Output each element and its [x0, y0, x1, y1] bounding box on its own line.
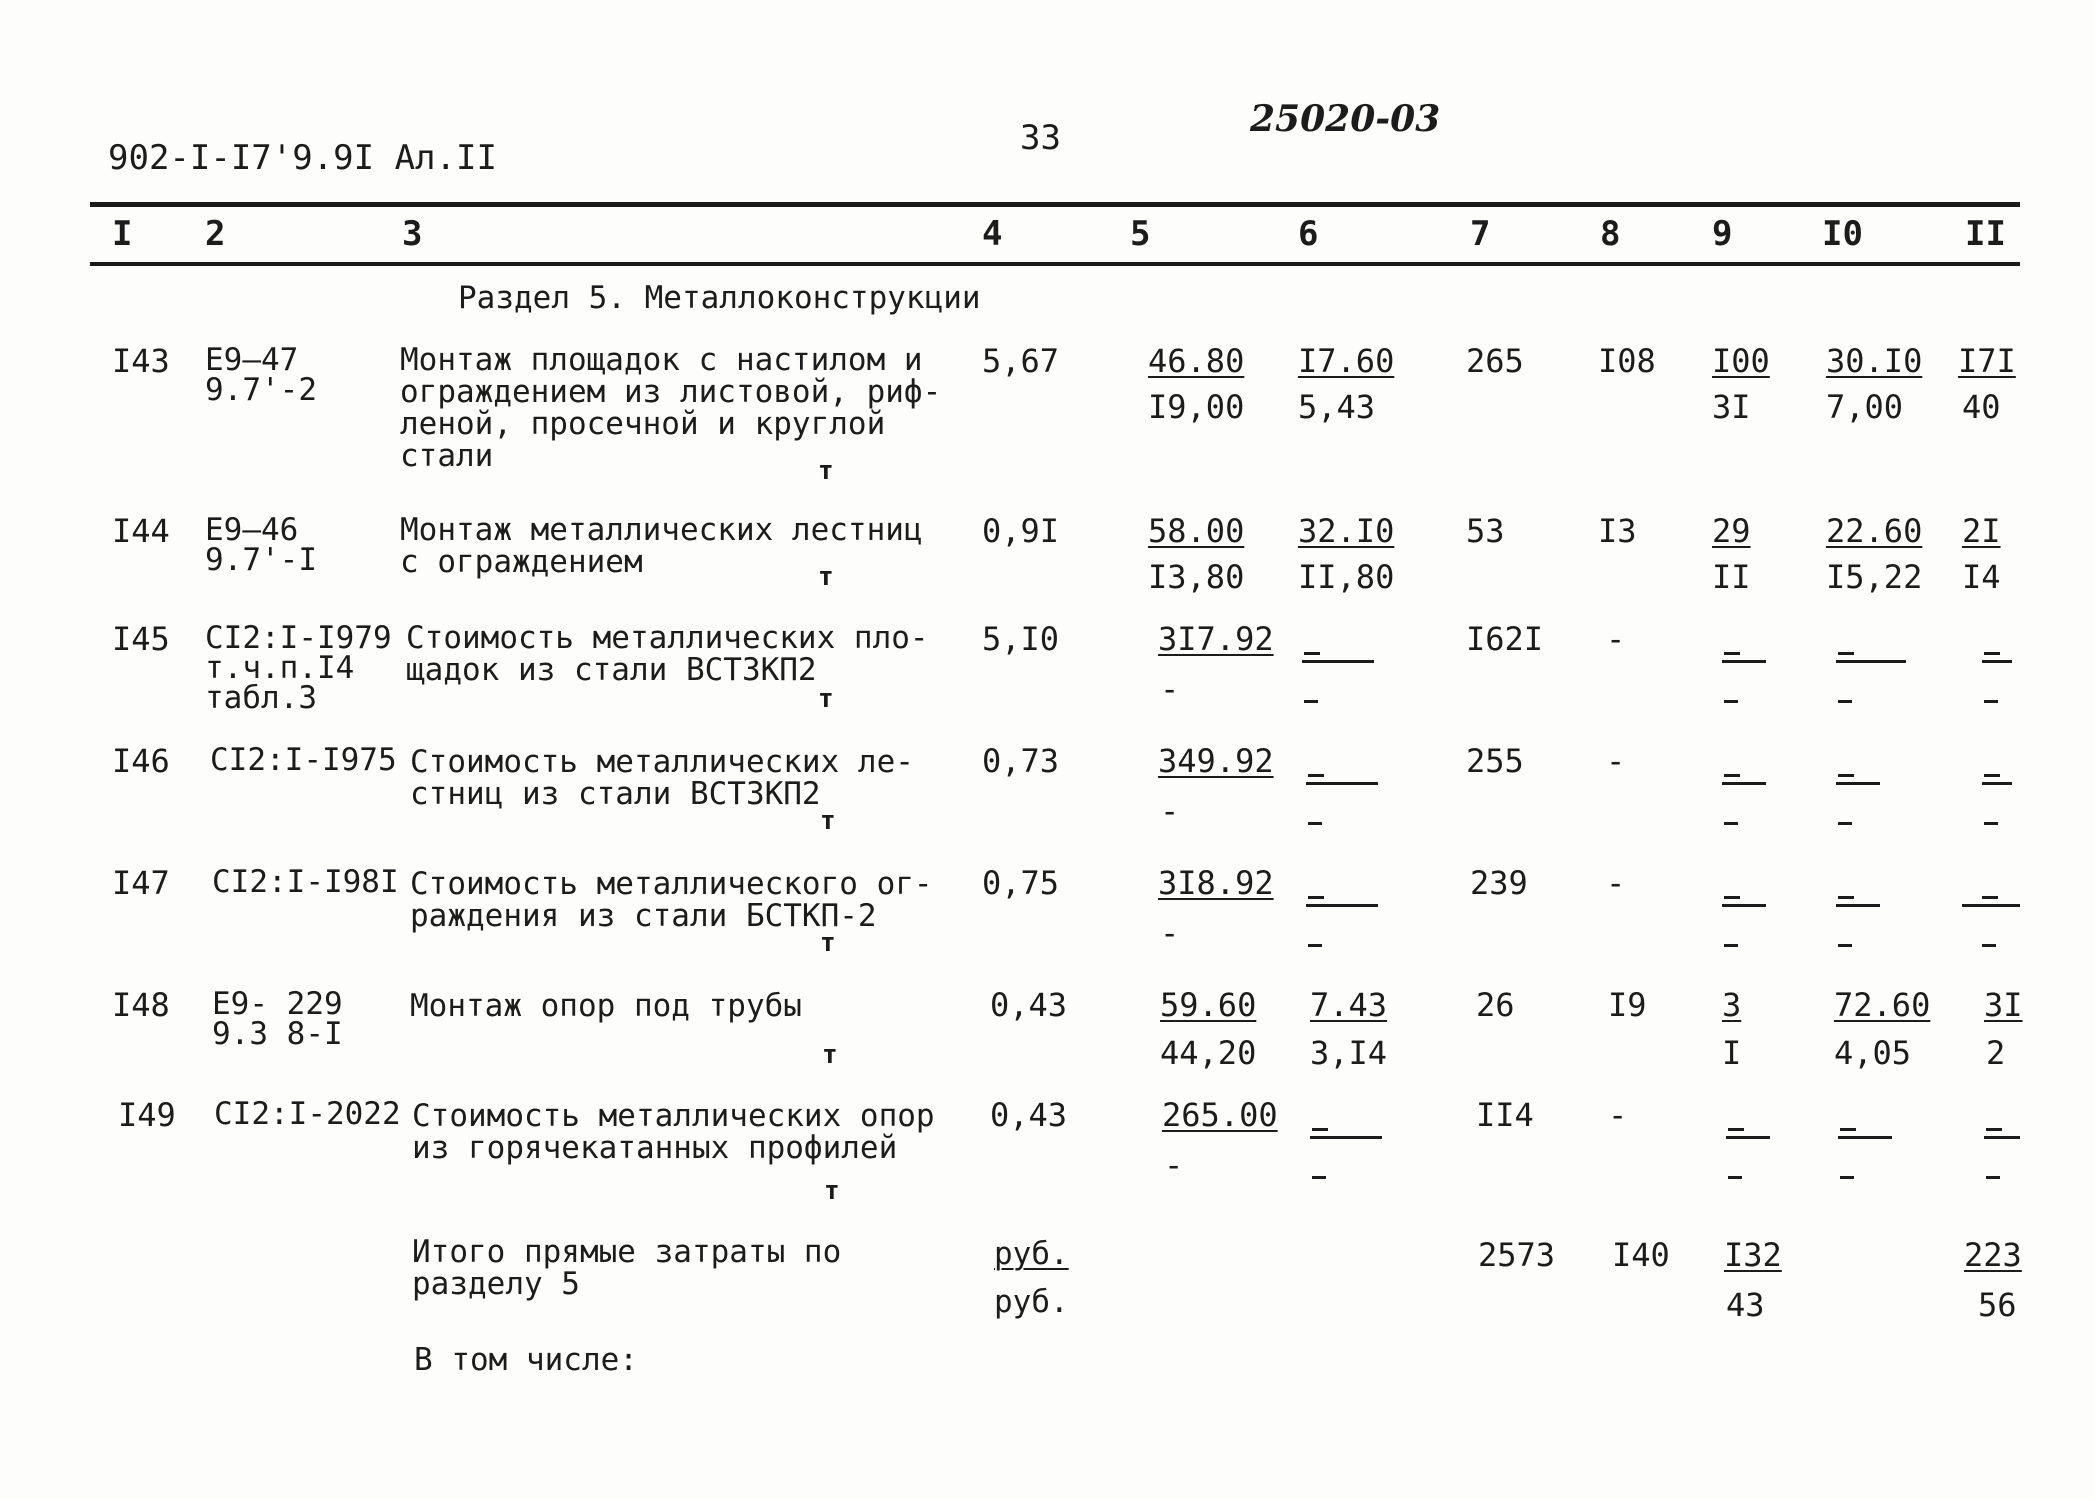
machine-cost-wage: II,80 [1298, 558, 1395, 596]
work-description: Стоимость металлических пло- [406, 620, 929, 656]
quantity: 0,75 [982, 864, 1060, 902]
unit-cost-wage: 44,20 [1160, 1034, 1257, 1072]
document-code: 902-I-I7'9.9I Ал.II [108, 138, 497, 178]
machine-cost: I7.60 [1298, 342, 1395, 380]
total-unit: руб. [994, 1284, 1069, 1320]
table-header-rule [90, 262, 2020, 266]
row-number: I43 [112, 342, 170, 380]
norm-code: СI2:I-I979 [205, 620, 392, 656]
work-description: Стоимость металлического ог- [410, 866, 933, 902]
norm-code: Е9- 229 [212, 986, 343, 1022]
unit-cost: 265.00 [1162, 1096, 1278, 1134]
column-number: 3 [402, 214, 423, 254]
wage-total: I9 [1608, 986, 1647, 1024]
row-number: I44 [112, 512, 170, 550]
work-description: Монтаж металлических лестниц [400, 512, 923, 548]
work-description: щадок из стали ВСТ3КП2 [406, 652, 817, 688]
total-cost: 26 [1476, 986, 1515, 1024]
machine-total-wage: II [1712, 558, 1751, 596]
norm-code: 9.7'-2 [205, 372, 317, 408]
unit-cost: 46.80 [1148, 342, 1245, 380]
section-title: Раздел 5. Металлоконструкции [458, 280, 981, 316]
quantity: 0,9I [982, 512, 1060, 550]
work-description: ограждением из листовой, риф- [400, 374, 942, 410]
machine-total-wage: 43 [1726, 1286, 1765, 1324]
labor-unit-machine: 4,05 [1834, 1034, 1912, 1072]
column-number: I [112, 214, 133, 254]
quantity: 0,73 [982, 742, 1060, 780]
unit-cost-wage: I3,80 [1148, 558, 1245, 596]
column-number: 5 [1130, 214, 1151, 254]
wage-total: - [1608, 1096, 1628, 1134]
total-cost: 255 [1466, 742, 1524, 780]
handwritten-number: 25020-03 [1250, 98, 1441, 140]
labor-total-machine: I4 [1962, 558, 2001, 596]
norm-code: Е9—46 [205, 512, 299, 548]
unit-cost-wage: - [1160, 914, 1180, 952]
total-cost: 53 [1466, 512, 1505, 550]
total-cost: 2573 [1478, 1236, 1556, 1274]
unit-label: т [818, 562, 834, 592]
labor-unit: 30.I0 [1826, 342, 1923, 380]
machine-total: I00 [1712, 342, 1770, 380]
wage-total: I3 [1598, 512, 1637, 550]
row-number: I45 [112, 620, 170, 658]
labor-total: I7I [1958, 342, 2016, 380]
machine-cost-wage: 3,I4 [1310, 1034, 1388, 1072]
work-description: с ограждением [400, 544, 643, 580]
norm-code: СI2:I-2022 [214, 1096, 401, 1132]
quantity: 0,43 [990, 1096, 1068, 1134]
unit-cost: 58.00 [1148, 512, 1245, 550]
unit-cost-wage: I9,00 [1148, 388, 1245, 426]
total-cost: 265 [1466, 342, 1524, 380]
machine-cost: 7.43 [1310, 986, 1388, 1024]
unit-label: т [820, 806, 836, 836]
work-description: Стоимость металлических опор [412, 1098, 935, 1134]
machine-cost: 32.I0 [1298, 512, 1395, 550]
labor-unit-machine: I5,22 [1826, 558, 1923, 596]
total-cost: II4 [1476, 1096, 1534, 1134]
machine-total: I32 [1724, 1236, 1782, 1274]
unit-label: т [818, 456, 834, 486]
norm-code: табл.3 [205, 680, 317, 716]
machine-total-wage: I [1722, 1034, 1742, 1072]
labor-unit-machine: 7,00 [1826, 388, 1904, 426]
quantity: 0,43 [990, 986, 1068, 1024]
row-number: I49 [118, 1096, 176, 1134]
norm-code: 9.3 8-I [212, 1016, 343, 1052]
row-number: I46 [112, 742, 170, 780]
work-description: стали [400, 438, 494, 474]
work-description: стниц из стали ВСТ3КП2 [410, 776, 821, 812]
norm-code: СI2:I-I98I [212, 864, 399, 900]
unit-label: т [820, 928, 836, 958]
labor-total: 223 [1964, 1236, 2022, 1274]
wage-total: I08 [1598, 342, 1656, 380]
unit-label: т [824, 1176, 840, 1206]
work-description: Стоимость металлических ле- [410, 744, 914, 780]
total-label: Итого прямые затраты по [412, 1234, 842, 1270]
work-description: из горячекатанных профилей [412, 1130, 898, 1166]
total-unit: руб. [994, 1236, 1069, 1272]
column-number: 6 [1298, 214, 1319, 254]
labor-total-machine: 40 [1962, 388, 2001, 426]
quantity: 5,I0 [982, 620, 1060, 658]
row-number: I48 [112, 986, 170, 1024]
unit-label: т [822, 1040, 838, 1070]
wage-total: - [1606, 864, 1626, 902]
machine-total: 29 [1712, 512, 1751, 550]
labor-unit: 72.60 [1834, 986, 1931, 1024]
machine-cost-wage: 5,43 [1298, 388, 1376, 426]
table-top-rule [90, 202, 2020, 207]
norm-code: СI2:I-I975 [210, 742, 397, 778]
machine-total: 3 [1722, 986, 1742, 1024]
machine-total-wage: 3I [1712, 388, 1751, 426]
unit-cost: 3I8.92 [1158, 864, 1274, 902]
wage-total: - [1606, 742, 1626, 780]
quantity: 5,67 [982, 342, 1060, 380]
total-cost: 239 [1470, 864, 1528, 902]
row-number: I47 [112, 864, 170, 902]
page-number: 33 [1020, 118, 1061, 158]
work-description: леной, просечной и круглой [400, 406, 886, 442]
column-number: 8 [1600, 214, 1621, 254]
labor-unit: 22.60 [1826, 512, 1923, 550]
unit-cost-wage: - [1160, 792, 1180, 830]
column-number: 4 [982, 214, 1003, 254]
labor-total-machine: 56 [1978, 1286, 2017, 1324]
work-description: Монтаж опор под трубы [410, 988, 802, 1024]
norm-code: Е9—47 [205, 342, 299, 378]
wage-total: I40 [1612, 1236, 1670, 1274]
column-number: I0 [1822, 214, 1863, 254]
column-number: 2 [205, 214, 226, 254]
wage-total: - [1606, 620, 1626, 658]
column-number: 7 [1470, 214, 1491, 254]
including-label: В том числе: [414, 1342, 638, 1378]
unit-cost: 349.92 [1158, 742, 1274, 780]
unit-cost: 3I7.92 [1158, 620, 1274, 658]
total-cost: I62I [1466, 620, 1544, 658]
column-number: 9 [1712, 214, 1733, 254]
labor-total: 3I [1984, 986, 2023, 1024]
unit-cost-wage: - [1164, 1146, 1184, 1184]
work-description: Монтаж площадок с настилом и [400, 342, 923, 378]
total-label: разделу 5 [412, 1266, 580, 1302]
work-description: раждения из стали БСТКП-2 [410, 898, 877, 934]
column-number: II [1965, 214, 2006, 254]
labor-total: 2I [1962, 512, 2001, 550]
labor-total-machine: 2 [1986, 1034, 2006, 1072]
unit-cost: 59.60 [1160, 986, 1257, 1024]
unit-label: т [818, 684, 834, 714]
norm-code: 9.7'-I [205, 542, 317, 578]
norm-code: т.ч.п.I4 [205, 650, 355, 686]
unit-cost-wage: - [1160, 670, 1180, 708]
